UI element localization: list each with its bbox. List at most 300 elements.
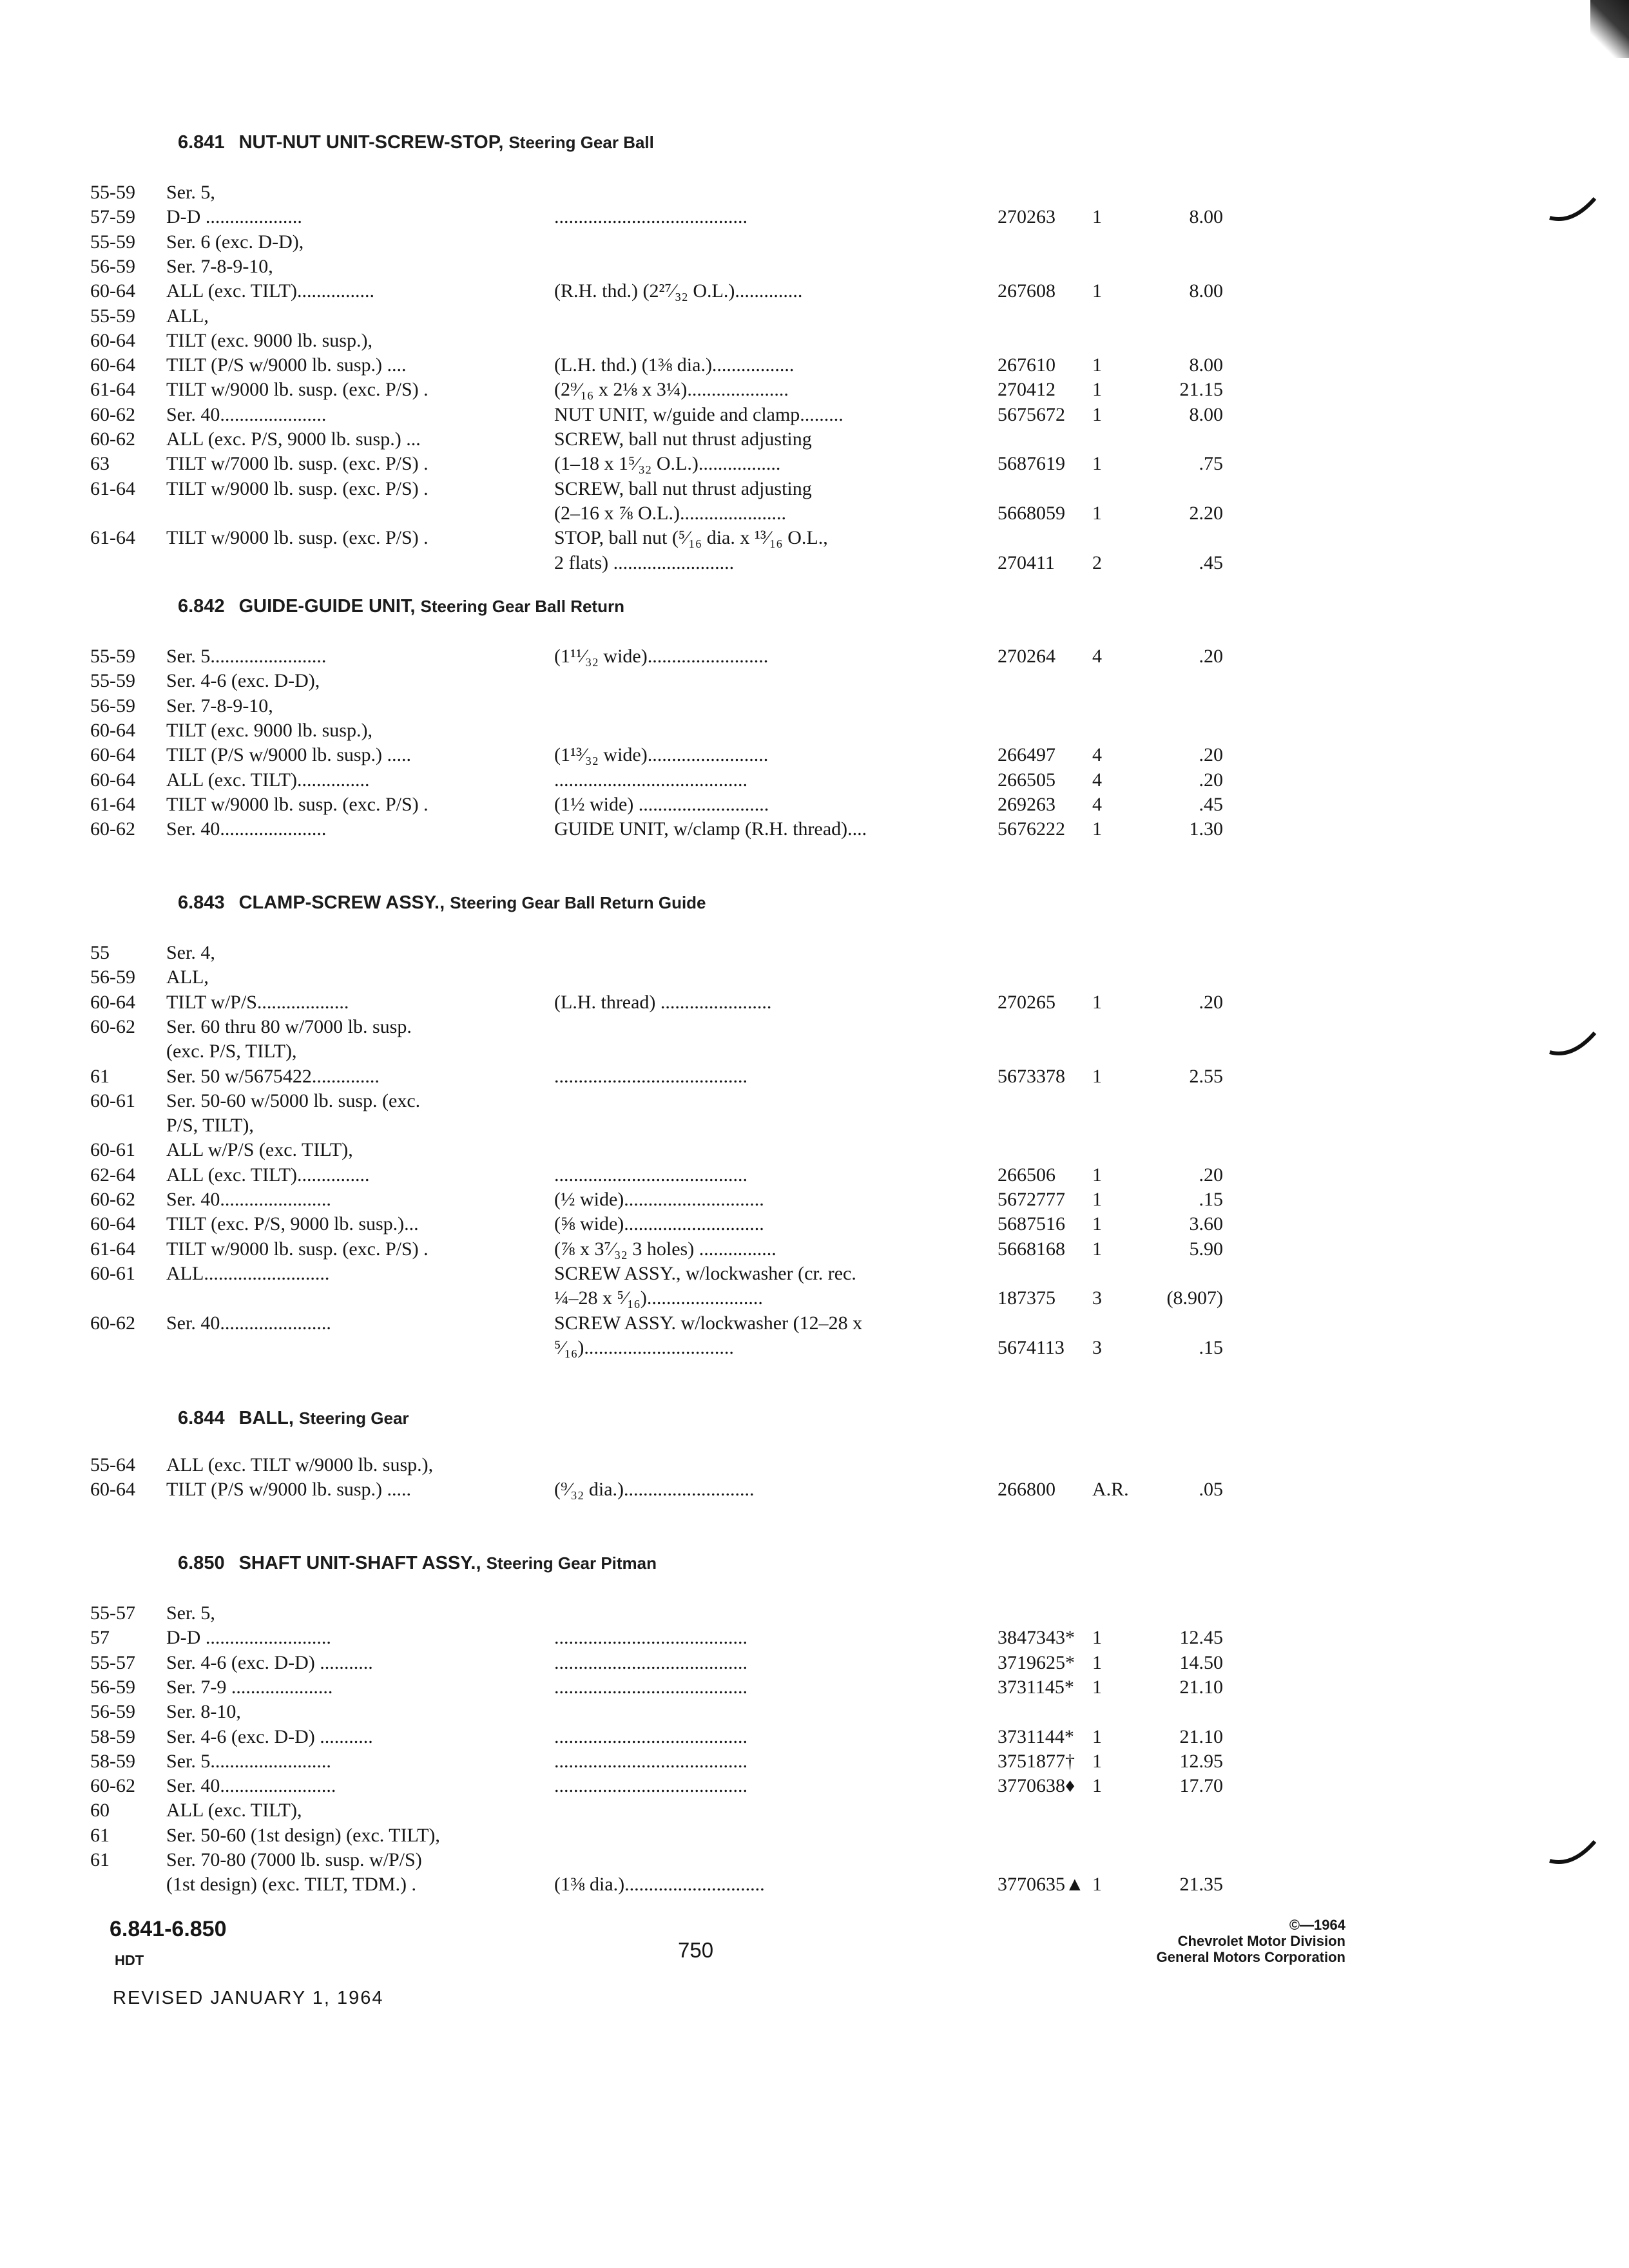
section-title: BALL,: [238, 1408, 294, 1428]
footer-code: HDT: [115, 1952, 144, 1968]
part-number: 270263: [998, 206, 1055, 228]
section-subtitle: Steering Gear: [299, 1408, 409, 1428]
price: 3.60: [1189, 1213, 1223, 1235]
year-range: 55-59: [90, 305, 135, 327]
part-number: 187375: [998, 1287, 1055, 1309]
application-text: TILT (P/S w/9000 lb. susp.) ....: [166, 354, 407, 376]
price: 14.50: [1179, 1651, 1223, 1673]
part-number: 5668168: [998, 1238, 1065, 1260]
quantity: 3: [1092, 1287, 1102, 1309]
application-text: ALL,: [166, 966, 209, 988]
year-range: 55-59: [90, 182, 135, 203]
quantity: 3: [1092, 1336, 1102, 1358]
part-number: 3770638♦: [998, 1775, 1075, 1797]
part-description: STOP, ball nut (⁵⁄₁₆ dia. x ¹³⁄₁₆ O.L.,: [554, 527, 828, 549]
application-text: TILT w/7000 lb. susp. (exc. P/S) .: [166, 453, 429, 475]
application-text: Ser. 40........................: [166, 1775, 336, 1797]
table-row: [90, 1015, 1250, 1039]
quantity: 1: [1092, 1213, 1102, 1235]
table-row: [90, 1725, 1250, 1749]
year-range: 60-64: [90, 991, 135, 1013]
application-text: ALL (exc. TILT),: [166, 1800, 302, 1821]
quantity: 1: [1092, 206, 1102, 228]
table-row: [90, 743, 1250, 767]
part-description: SCREW, ball nut thrust adjusting: [554, 428, 812, 450]
part-description: ........................................: [554, 1775, 747, 1797]
price: 17.70: [1179, 1775, 1223, 1797]
price: .20: [1199, 1164, 1223, 1186]
year-range: 60-64: [90, 719, 135, 741]
quantity: 1: [1092, 1238, 1102, 1260]
year-range: 60-64: [90, 744, 135, 766]
application-text: TILT w/P/S...................: [166, 991, 349, 1013]
year-range: 61-64: [90, 379, 135, 401]
application-text: TILT w/9000 lb. susp. (exc. P/S) .: [166, 527, 429, 549]
part-number: 267610: [998, 354, 1055, 376]
table-row: [90, 965, 1250, 990]
table-row: [90, 477, 1250, 501]
quantity: 1: [1092, 403, 1102, 425]
table-row: [90, 452, 1250, 476]
price: 21.35: [1179, 1874, 1223, 1896]
table-row: [90, 1237, 1250, 1262]
part-description: (R.H. thd.) (2²⁷⁄₃₂ O.L.)..............: [554, 280, 803, 302]
quantity: 1: [1092, 1189, 1102, 1210]
price: 2.55: [1189, 1065, 1223, 1087]
application-text: Ser. 5,: [166, 182, 215, 203]
footer-section-range: 6.841-6.850: [110, 1917, 227, 1941]
price: (8.907): [1166, 1287, 1223, 1309]
section-subtitle: Steering Gear Ball: [508, 133, 654, 152]
binder-hole-mark: [1547, 1836, 1598, 1869]
part-description: SCREW ASSY., w/lockwasher (cr. rec.: [554, 1262, 856, 1284]
application-text: Ser. 4-6 (exc. D-D) ...........: [166, 1651, 373, 1673]
application-text: Ser. 4,: [166, 942, 215, 963]
part-number: 267608: [998, 280, 1055, 302]
year-range: 57-59: [90, 206, 135, 228]
application-text: Ser. 8-10,: [166, 1701, 241, 1723]
price: .20: [1199, 744, 1223, 766]
table-row: [90, 1336, 1250, 1360]
table-row: [90, 1311, 1250, 1336]
application-text: ALL (exc. P/S, 9000 lb. susp.) ...: [166, 428, 421, 450]
table-row: [90, 817, 1250, 841]
part-description: SCREW ASSY. w/lockwasher (12–28 x: [554, 1312, 863, 1334]
section-number: 6.843: [178, 892, 225, 913]
part-description: (L.H. thread) .......................: [554, 991, 772, 1013]
quantity: 1: [1092, 354, 1102, 376]
quantity: 1: [1092, 1750, 1102, 1772]
quantity: 1: [1092, 1775, 1102, 1797]
table-row: [90, 279, 1250, 303]
year-range: 55-59: [90, 231, 135, 253]
quantity: 4: [1092, 744, 1102, 766]
part-number: 5675672: [998, 403, 1065, 425]
quantity: 1: [1092, 1627, 1102, 1649]
part-description: ........................................: [554, 1651, 747, 1673]
year-range: 63: [90, 453, 110, 475]
quantity: 1: [1092, 1065, 1102, 1087]
part-number: 270412: [998, 379, 1055, 401]
year-range: 55-64: [90, 1454, 135, 1475]
application-text: P/S, TILT),: [166, 1115, 254, 1137]
revision-date: REVISED JANUARY 1, 1964: [113, 1988, 384, 2008]
part-number: 269263: [998, 793, 1055, 815]
table-row: [90, 230, 1250, 255]
year-range: 60-62: [90, 1189, 135, 1210]
application-text: (1st design) (exc. TILT, TDM.) .: [166, 1874, 416, 1896]
part-number: 3751877†: [998, 1750, 1075, 1772]
table-row: [90, 1163, 1250, 1187]
part-number: 270265: [998, 991, 1055, 1013]
year-range: 60-64: [90, 354, 135, 376]
section-heading: [90, 132, 654, 153]
table-row: [90, 941, 1250, 965]
price: 8.00: [1189, 354, 1223, 376]
year-range: 61: [90, 1824, 110, 1846]
application-text: Ser. 7-8-9-10,: [166, 695, 273, 716]
year-range: 61: [90, 1849, 110, 1870]
part-number: 270411: [998, 552, 1055, 573]
part-description: (½ wide).............................: [554, 1189, 764, 1210]
part-description: NUT UNIT, w/guide and clamp.........: [554, 403, 843, 425]
table-row: [90, 205, 1250, 229]
part-number: 5672777: [998, 1189, 1065, 1210]
year-range: 60-62: [90, 428, 135, 450]
table-row: [90, 1626, 1250, 1650]
table-row: [90, 180, 1250, 205]
part-description: (1½ wide) ...........................: [554, 793, 769, 815]
year-range: 56-59: [90, 255, 135, 277]
part-description: 2 flats) .........................: [554, 552, 735, 573]
year-range: 60-64: [90, 329, 135, 351]
price: 12.95: [1179, 1750, 1223, 1772]
part-number: 266506: [998, 1164, 1055, 1186]
quantity: 1: [1092, 1651, 1102, 1673]
price: .20: [1199, 769, 1223, 791]
part-number: 5687516: [998, 1213, 1065, 1235]
application-text: ALL,: [166, 305, 209, 327]
section-number: 6.842: [178, 596, 225, 617]
application-text: Ser. 4-6 (exc. D-D),: [166, 670, 320, 692]
table-row: [90, 1262, 1250, 1286]
table-row: [90, 304, 1250, 329]
price: 12.45: [1179, 1627, 1223, 1649]
table-row: [90, 427, 1250, 452]
application-text: TILT w/9000 lb. susp. (exc. P/S) .: [166, 379, 429, 401]
table-row: [90, 551, 1250, 575]
application-text: ALL (exc. TILT)...............: [166, 769, 370, 791]
table-row: [90, 1651, 1250, 1675]
part-description: (2–16 x ⅞ O.L.)......................: [554, 502, 786, 524]
price: 21.10: [1179, 1676, 1223, 1698]
application-text: Ser. 40.......................: [166, 1312, 331, 1334]
year-range: 60-61: [90, 1262, 135, 1284]
year-range: 56-59: [90, 966, 135, 988]
section-heading: [90, 1408, 409, 1429]
quantity: 2: [1092, 552, 1102, 573]
table-row: [90, 1039, 1250, 1064]
application-text: D-D ..........................: [166, 1627, 331, 1649]
price: 8.00: [1189, 280, 1223, 302]
binder-hole-mark: [1547, 193, 1598, 226]
table-row: [90, 1675, 1250, 1700]
table-row: [90, 1187, 1250, 1212]
year-range: 58-59: [90, 1725, 135, 1747]
table-row: [90, 1749, 1250, 1774]
quantity: A.R.: [1092, 1479, 1129, 1501]
year-range: 62-64: [90, 1164, 135, 1186]
price: .20: [1199, 991, 1223, 1013]
part-description: ........................................: [554, 1676, 747, 1698]
quantity: 1: [1092, 379, 1102, 401]
table-row: [90, 1212, 1250, 1236]
table-row: [90, 644, 1250, 669]
part-number: 270264: [998, 646, 1055, 667]
application-text: Ser. 5........................: [166, 646, 327, 667]
price: .15: [1199, 1189, 1223, 1210]
table-row: [90, 1848, 1250, 1872]
application-text: TILT w/9000 lb. susp. (exc. P/S) .: [166, 477, 429, 499]
part-description: ........................................: [554, 1164, 747, 1186]
year-range: 56-59: [90, 695, 135, 716]
application-text: Ser. 70-80 (7000 lb. susp. w/P/S): [166, 1849, 422, 1870]
copyright: ©—1964: [1289, 1917, 1345, 1933]
year-range: 61-64: [90, 477, 135, 499]
year-range: 61-64: [90, 793, 135, 815]
table-row: [90, 353, 1250, 378]
application-text: ALL w/P/S (exc. TILT),: [166, 1139, 353, 1161]
application-text: Ser. 50 w/5675422..............: [166, 1065, 380, 1087]
section-subtitle: Steering Gear Ball Return Guide: [450, 893, 706, 912]
year-range: 55: [90, 942, 110, 963]
part-number: 5668059: [998, 502, 1065, 524]
part-description: ........................................: [554, 1627, 747, 1649]
table-row: [90, 501, 1250, 526]
part-description: (⅞ x 3⁷⁄₃₂ 3 holes) ................: [554, 1238, 776, 1260]
application-text: ALL (exc. TILT)...............: [166, 1164, 370, 1186]
year-range: 55-59: [90, 670, 135, 692]
section-number: 6.841: [178, 132, 225, 153]
part-number: 3731144*: [998, 1725, 1074, 1747]
quantity: 1: [1092, 453, 1102, 475]
quantity: 4: [1092, 793, 1102, 815]
application-text: Ser. 5.........................: [166, 1750, 331, 1772]
application-text: Ser. 7-9 .....................: [166, 1676, 333, 1698]
year-range: 60-62: [90, 1312, 135, 1334]
section-number: 6.844: [178, 1408, 225, 1428]
year-range: 55-57: [90, 1651, 135, 1673]
table-row: [90, 694, 1250, 718]
year-range: 58-59: [90, 1750, 135, 1772]
price: 5.90: [1189, 1238, 1223, 1260]
application-text: Ser. 40......................: [166, 403, 327, 425]
section-title: NUT-NUT UNIT-SCREW-STOP,: [238, 132, 504, 153]
quantity: 1: [1092, 1676, 1102, 1698]
table-row: [90, 1700, 1250, 1724]
table-row: [90, 1453, 1250, 1477]
part-description: ........................................: [554, 1725, 747, 1747]
price: .45: [1199, 793, 1223, 815]
application-text: TILT (P/S w/9000 lb. susp.) .....: [166, 744, 412, 766]
year-range: 60: [90, 1800, 110, 1821]
part-description: (⁹⁄₃₂ dia.)...........................: [554, 1479, 755, 1501]
part-description: ........................................: [554, 1750, 747, 1772]
year-range: 60-62: [90, 818, 135, 840]
part-number: 5687619: [998, 453, 1065, 475]
table-row: [90, 1089, 1250, 1113]
year-range: 60-64: [90, 1479, 135, 1501]
part-number: 3731145*: [998, 1676, 1074, 1698]
year-range: 61-64: [90, 527, 135, 549]
price: .75: [1199, 453, 1223, 475]
table-row: [90, 1823, 1250, 1848]
application-text: (exc. P/S, TILT),: [166, 1041, 297, 1062]
price: 2.20: [1189, 502, 1223, 524]
application-text: ALL (exc. TILT)................: [166, 280, 374, 302]
application-text: Ser. 40.......................: [166, 1189, 331, 1210]
table-row: [90, 669, 1250, 693]
table-row: [90, 329, 1250, 353]
application-text: Ser. 50-60 (1st design) (exc. TILT),: [166, 1824, 440, 1846]
section-heading: [90, 1553, 657, 1574]
application-text: Ser. 50-60 w/5000 lb. susp. (exc.: [166, 1090, 421, 1111]
binder-hole-mark: [1547, 1028, 1598, 1060]
table-row: [90, 1286, 1250, 1311]
table-row: [90, 1138, 1250, 1162]
section-title: GUIDE-GUIDE UNIT,: [238, 596, 416, 617]
application-text: TILT (exc. P/S, 9000 lb. susp.)...: [166, 1213, 419, 1235]
table-row: [90, 793, 1250, 817]
year-range: 60-61: [90, 1139, 135, 1161]
part-description: (1–18 x 1⁵⁄₃₂ O.L.).................: [554, 453, 781, 475]
part-description: (1¹¹⁄₃₂ wide).........................: [554, 646, 769, 667]
year-range: 56-59: [90, 1701, 135, 1723]
publisher-block: [1157, 1917, 1345, 1965]
scan-edge-shadow: [1590, 0, 1629, 58]
year-range: 57: [90, 1627, 110, 1649]
application-text: TILT w/9000 lb. susp. (exc. P/S) .: [166, 793, 429, 815]
quantity: 1: [1092, 280, 1102, 302]
page-number: 750: [678, 1938, 714, 1962]
year-range: 60-61: [90, 1090, 135, 1111]
part-number: 266800: [998, 1479, 1055, 1501]
table-row: [90, 768, 1250, 793]
table-row: [90, 1872, 1250, 1897]
quantity: 1: [1092, 991, 1102, 1013]
year-range: 60-64: [90, 769, 135, 791]
price: 8.00: [1189, 206, 1223, 228]
year-range: 60-64: [90, 1213, 135, 1235]
section-heading: [90, 892, 706, 914]
part-description: (1¹³⁄₃₂ wide).........................: [554, 744, 769, 766]
division-name: Chevrolet Motor Division: [1177, 1933, 1345, 1949]
part-description: SCREW, ball nut thrust adjusting: [554, 477, 812, 499]
year-range: 55-59: [90, 646, 135, 667]
part-description: (L.H. thd.) (1⅜ dia.).................: [554, 354, 795, 376]
table-row: [90, 718, 1250, 743]
application-text: TILT (exc. 9000 lb. susp.),: [166, 329, 372, 351]
year-range: 55-57: [90, 1602, 135, 1624]
application-text: Ser. 60 thru 80 w/7000 lb. susp.: [166, 1015, 412, 1037]
section-subtitle: Steering Gear Pitman: [486, 1553, 657, 1573]
corporation-name: General Motors Corporation: [1156, 1949, 1345, 1965]
price: 8.00: [1189, 403, 1223, 425]
application-text: TILT w/9000 lb. susp. (exc. P/S) .: [166, 1238, 429, 1260]
part-description: ........................................: [554, 206, 747, 228]
part-description: (1⅜ dia.).............................: [554, 1874, 765, 1896]
section-title: CLAMP-SCREW ASSY.,: [238, 892, 445, 913]
quantity: 4: [1092, 769, 1102, 791]
section-title: SHAFT UNIT-SHAFT ASSY.,: [238, 1553, 481, 1573]
section-number: 6.850: [178, 1553, 225, 1573]
part-description: ........................................: [554, 769, 747, 791]
table-row: [90, 526, 1250, 550]
application-text: Ser. 40......................: [166, 818, 327, 840]
year-range: 60-62: [90, 403, 135, 425]
year-range: 61-64: [90, 1238, 135, 1260]
part-number: 3847343*: [998, 1627, 1075, 1649]
part-description: ⁵⁄₁₆)...............................: [554, 1336, 734, 1358]
part-description: (2⁹⁄₁₆ x 2⅛ x 3¼).....................: [554, 379, 789, 401]
quantity: 1: [1092, 1725, 1102, 1747]
quantity: 1: [1092, 818, 1102, 840]
application-text: D-D ....................: [166, 206, 302, 228]
table-row: [90, 1064, 1250, 1089]
price: .45: [1199, 552, 1223, 573]
quantity: 4: [1092, 646, 1102, 667]
year-range: 60-62: [90, 1775, 135, 1797]
price: .05: [1199, 1479, 1223, 1501]
table-row: [90, 403, 1250, 427]
application-text: Ser. 6 (exc. D-D),: [166, 231, 304, 253]
table-row: [90, 255, 1250, 279]
table-row: [90, 1601, 1250, 1626]
part-description: ¼–28 x ⁵⁄₁₆)........................: [554, 1287, 763, 1309]
table-row: [90, 990, 1250, 1015]
part-description: ........................................: [554, 1065, 747, 1087]
part-description: GUIDE UNIT, w/clamp (R.H. thread)....: [554, 818, 867, 840]
year-range: 61: [90, 1065, 110, 1087]
section-heading: [90, 596, 624, 617]
section-subtitle: Steering Gear Ball Return: [420, 597, 624, 616]
table-row: [90, 1774, 1250, 1798]
price: .20: [1199, 646, 1223, 667]
price: 21.15: [1179, 379, 1223, 401]
part-number: 5674113: [998, 1336, 1065, 1358]
part-number: 3770635▲: [998, 1874, 1084, 1896]
table-row: [90, 1477, 1250, 1502]
year-range: 56-59: [90, 1676, 135, 1698]
quantity: 1: [1092, 1164, 1102, 1186]
application-text: Ser. 7-8-9-10,: [166, 255, 273, 277]
part-number: 5673378: [998, 1065, 1065, 1087]
year-range: 60-62: [90, 1015, 135, 1037]
price: 21.10: [1179, 1725, 1223, 1747]
application-text: TILT (exc. 9000 lb. susp.),: [166, 719, 372, 741]
application-text: Ser. 5,: [166, 1602, 215, 1624]
price: .15: [1199, 1336, 1223, 1358]
quantity: 1: [1092, 1874, 1102, 1896]
year-range: 60-64: [90, 280, 135, 302]
application-text: ALL..........................: [166, 1262, 330, 1284]
part-description: (⅝ wide).............................: [554, 1213, 764, 1235]
quantity: 1: [1092, 502, 1102, 524]
table-row: [90, 1113, 1250, 1138]
part-number: 3719625*: [998, 1651, 1075, 1673]
application-text: ALL (exc. TILT w/9000 lb. susp.),: [166, 1454, 434, 1475]
part-number: 266497: [998, 744, 1055, 766]
